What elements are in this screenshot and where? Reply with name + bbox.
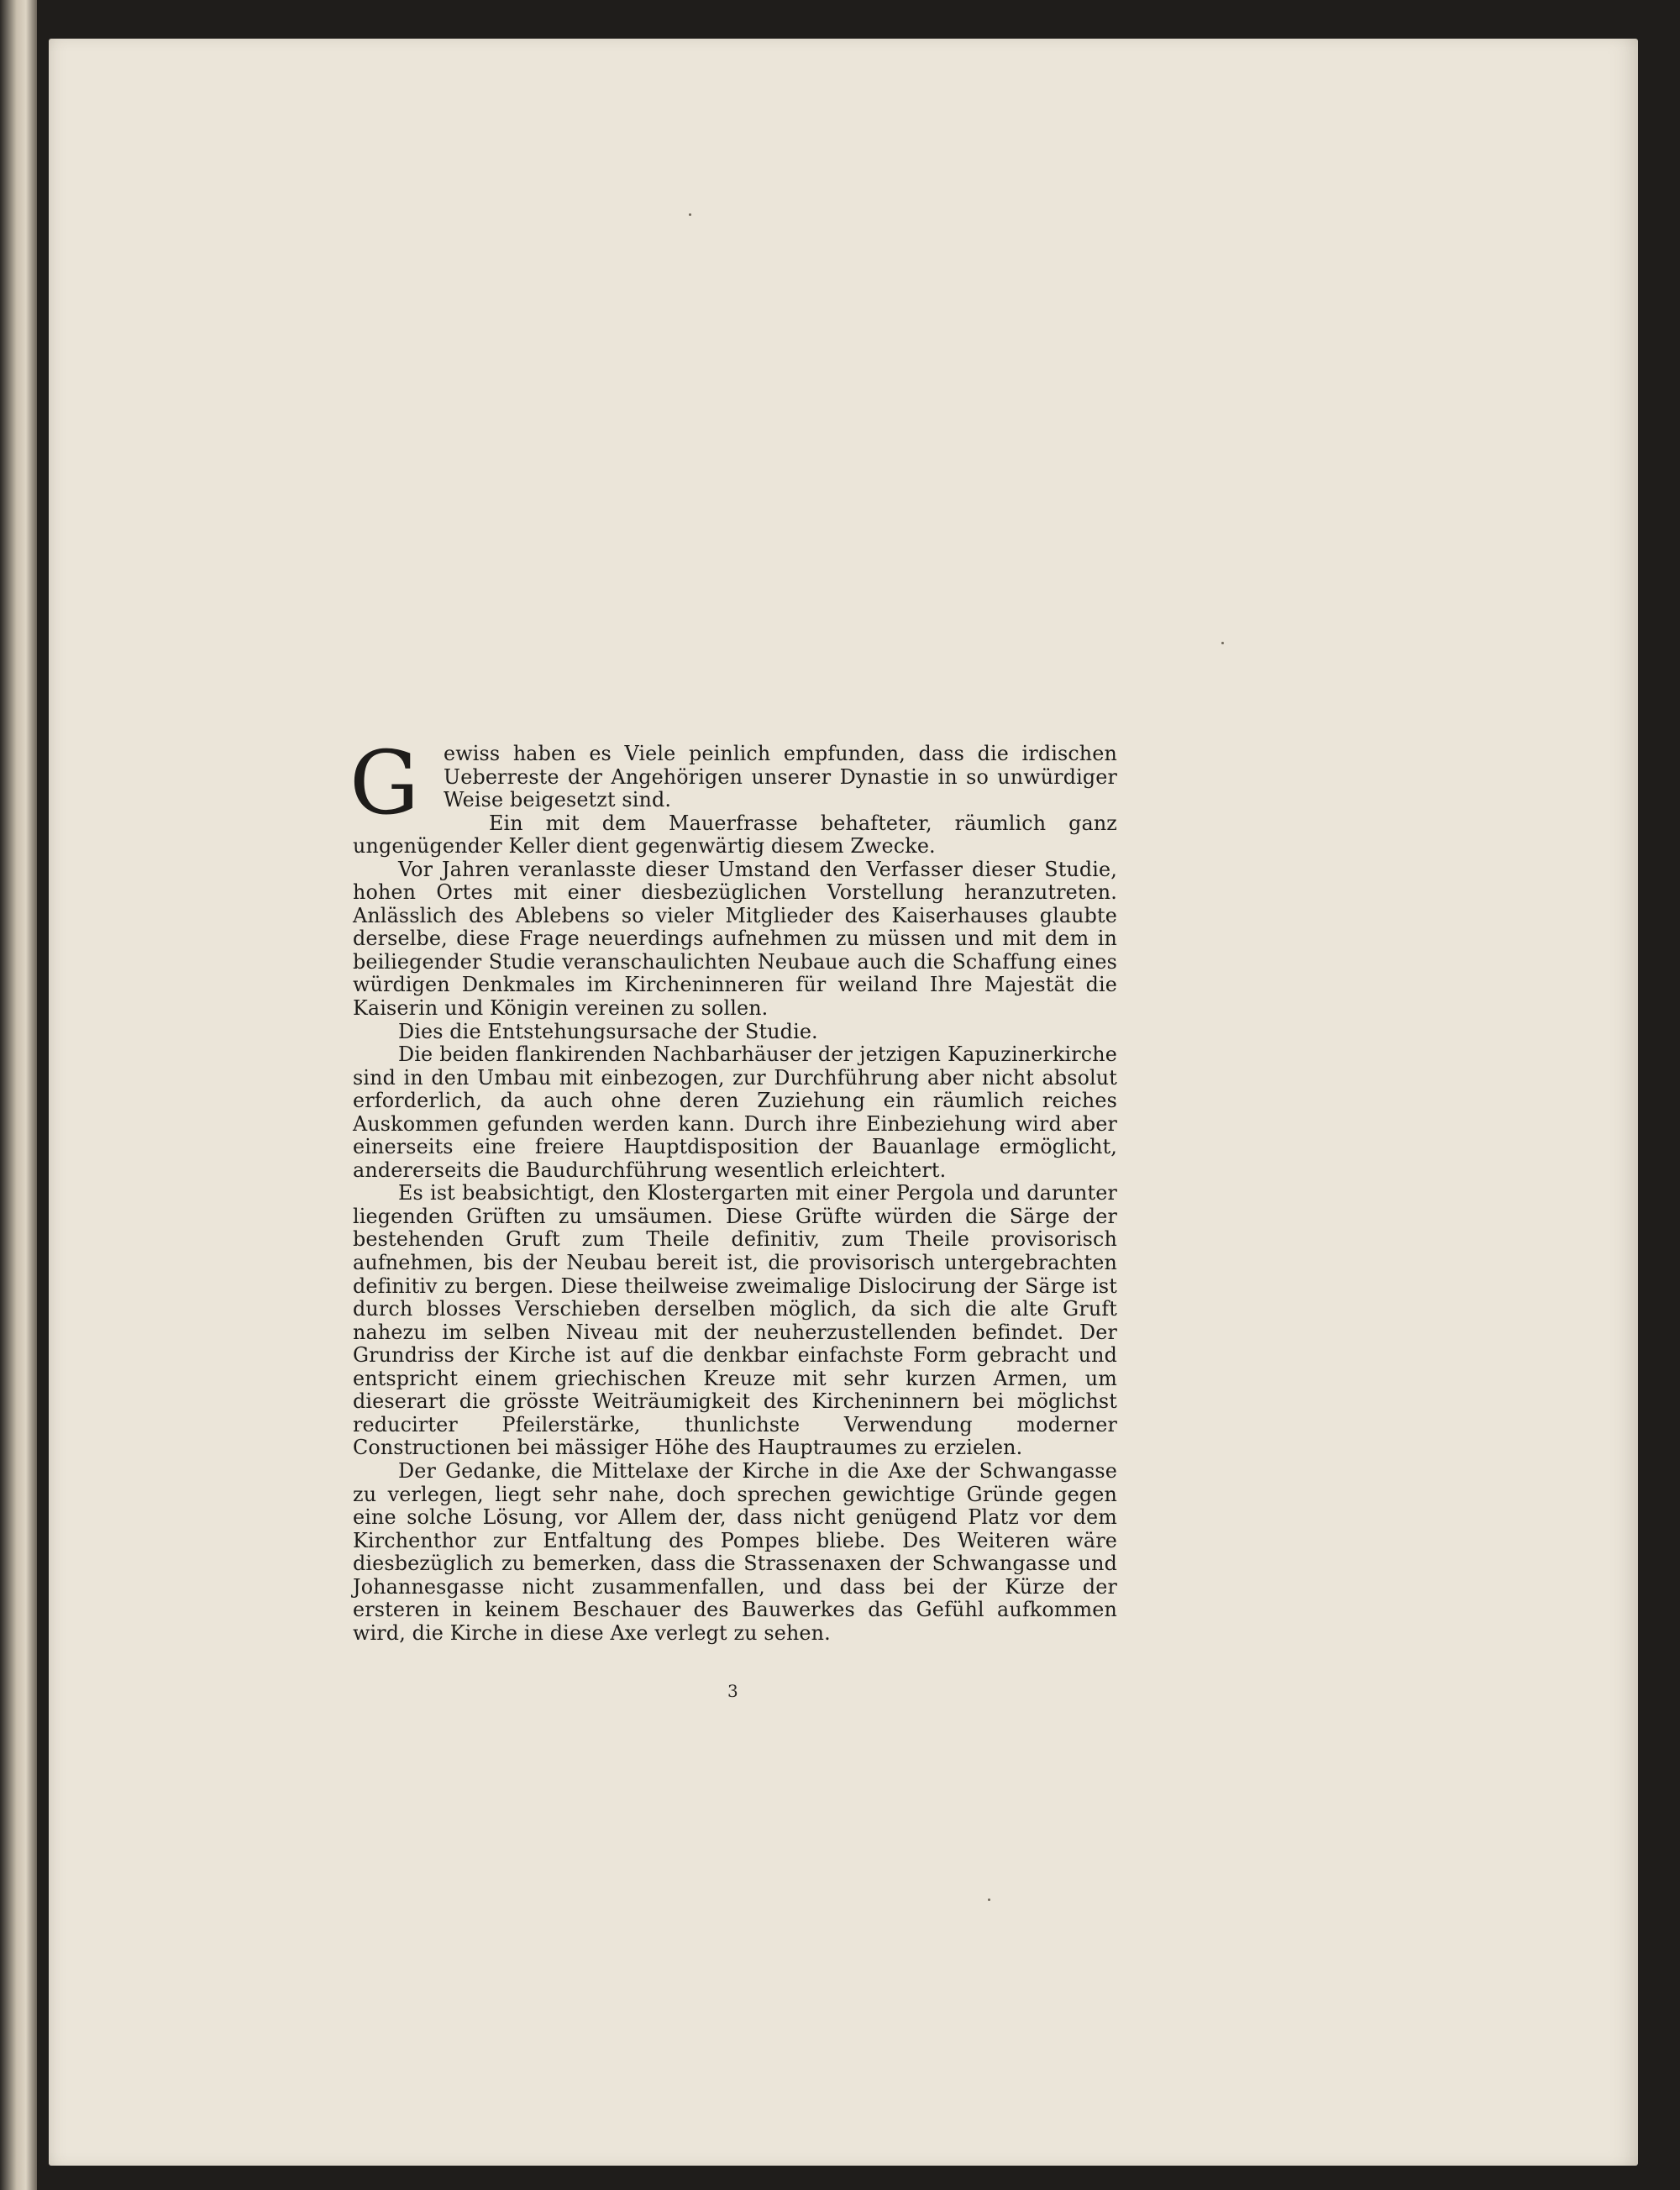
- paragraph-6: Es ist beabsichtigt, den Klostergarten mit einer Pergola und darunter liegenden Grüften zu umsäumen. Diese Grüfte würden die Särge der bestehenden Gruft zum Theile definitiv, zum Theile provisorisch aufnehmen, bis der Neubau bereit ist, die provisorisch untergebrachten definitiv zu bergen. Diese theilweise zweimalige Dislocirung der Särge ist durch blosses Verschieben derselben möglich, da sich die alte Gruft nahezu im selben Niveau mit der neuherzustellenden befindet. Der Grundriss der Kirche ist auf die denkbar einfachste Form gebracht und entspricht einem griechischen Kreuze mit sehr kurzen Armen, um dieserart die grösste Weiträumigkeit des Kircheninnern bei möglichst reducirter Pfeilerstärke, thunlichste Verwendung moderner Constructionen bei mässiger Höhe des Hauptraumes zu erzielen.: [353, 1181, 1117, 1460]
- body-text: [349, 732, 1117, 1645]
- book-page: [49, 39, 1638, 2166]
- paragraph-2: Ein mit dem Mauerfrasse behafteter, räumlich ganz ungenügender Keller dient gegenwärtig diesem Zwecke.: [353, 811, 1117, 859]
- paragraph-5: Die beiden flankirenden Nachbarhäuser der jetzigen Kapuzinerkirche sind in den Umbau mit einbezogen, zur Durchführung aber nicht absolut erforderlich, da auch ohne deren Zuziehung ein räumlich reiches Auskommen gefunden werden kann. Durch ihre Einbeziehung wird aber einerseits eine freiere Hauptdisposition der Bauanlage ermöglicht, andererseits die Baudurchführung wesentlich erleichtert.: [353, 1042, 1117, 1182]
- facing-page-edge: [0, 0, 37, 2190]
- paragraph-1: [349, 732, 1117, 834]
- paper-speck: [1221, 642, 1224, 644]
- paper-speck: [689, 213, 691, 216]
- paper-speck: [988, 1899, 990, 1901]
- paragraph-1-text: ewiss haben es Viele peinlich empfunden, dass die irdischen Ueberreste der Angehörigen unserer Dynastie in so unwürdiger Weise beigesetzt sind.: [444, 742, 1117, 812]
- paragraph-7: Der Gedanke, die Mittelaxe der Kirche in die Axe der Schwangasse zu verlegen, liegt sehr nahe, doch sprechen gewichtige Gründe gegen eine solche Lösung, vor Allem der, dass nicht genügend Platz vor dem Kirchenthor zur Entfaltung des Pompes bliebe. Des Weiteren wäre diesbezüglich zu bemerken, dass die Strassenaxen der Schwangasse und Johannesgasse nicht zusammenfallen, und dass bei der Kürze der ersteren in keinem Beschauer des Bauwerkes das Gefühl aufkommen wird, die Kirche in diese Axe verlegt zu sehen.: [353, 1458, 1117, 1645]
- drop-cap-initial: G: [349, 732, 420, 834]
- paragraph-3: Vor Jahren veranlasste dieser Umstand den Verfasser dieser Studie, hohen Ortes mit einer diesbezüglichen Vorstellung heranzutreten. Anlässlich des Ablebens so vieler Mitglieder des Kaiserhauses glaubte derselbe, diese Frage neuerdings aufnehmen zu müssen und mit dem in beiliegender Studie veranschaulichten Neubaue auch die Schaffung eines würdigen Denkmales im Kircheninneren für weiland Ihre Majestät die Kaiserin und Königin vereinen zu sollen.: [353, 857, 1117, 1021]
- paragraph-4: Dies die Entstehungsursache der Studie.: [398, 1019, 818, 1043]
- page-number: 3: [727, 1681, 738, 1701]
